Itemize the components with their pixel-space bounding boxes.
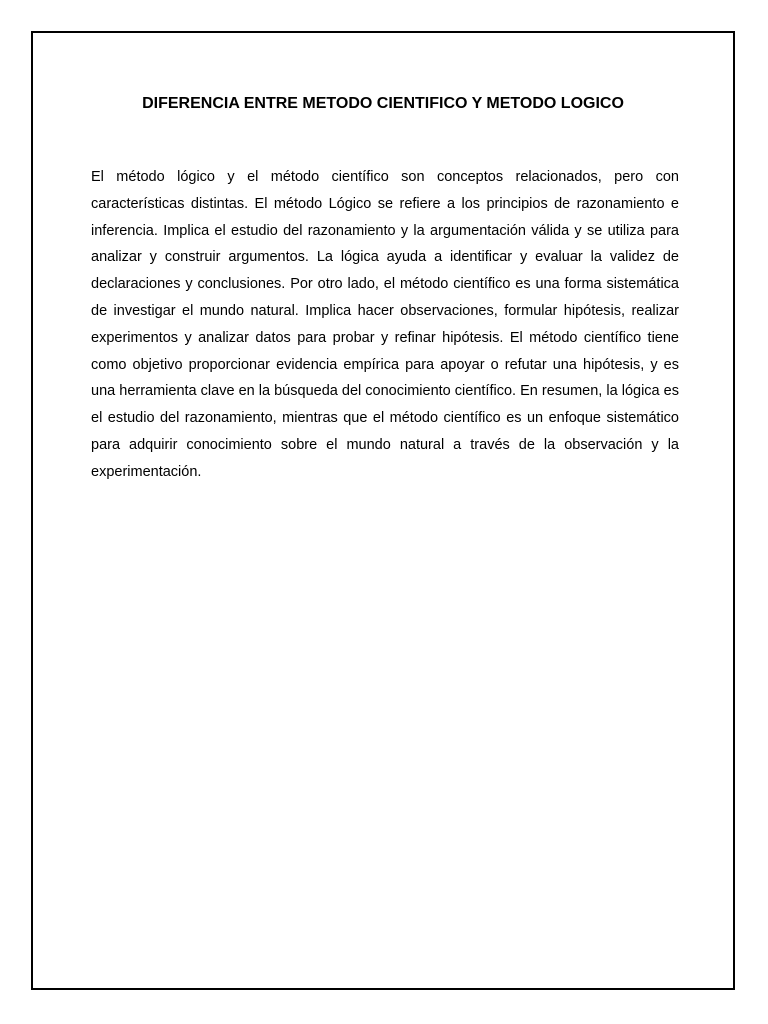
document-paragraph: El método lógico y el método científico son conceptos relacionados, pero con características distintas. El método Lógico se refiere a los principios de razonamiento e inferencia. Implica el estudio del razonamiento y la argumentación válida y se utiliza para analizar y construir argumentos. La lógica ayuda a identificar y evaluar la validez de declaraciones y conclusiones. Por otro lado, el método científico es una forma sistemática de investigar el mundo natural. Implica hacer observaciones, formular hipótesis, realizar experimentos y analizar datos para probar y refinar hipótesis. El método científico tiene como objetivo proporcionar evidencia empírica para apoyar o refutar una hipótesis, y es una herramienta clave en la búsqueda del conocimiento científico. En resumen, la lógica es el estudio del razonamiento, mientras que el método científico es un enfoque sistemático para adquirir conocimiento sobre el mundo natural a través de la observación y la experimentación. [91,169,679,480]
document-title: DIFERENCIA ENTRE METODO CIENTIFICO Y METODO LOGICO [142,95,624,112]
document-page [31,31,735,990]
